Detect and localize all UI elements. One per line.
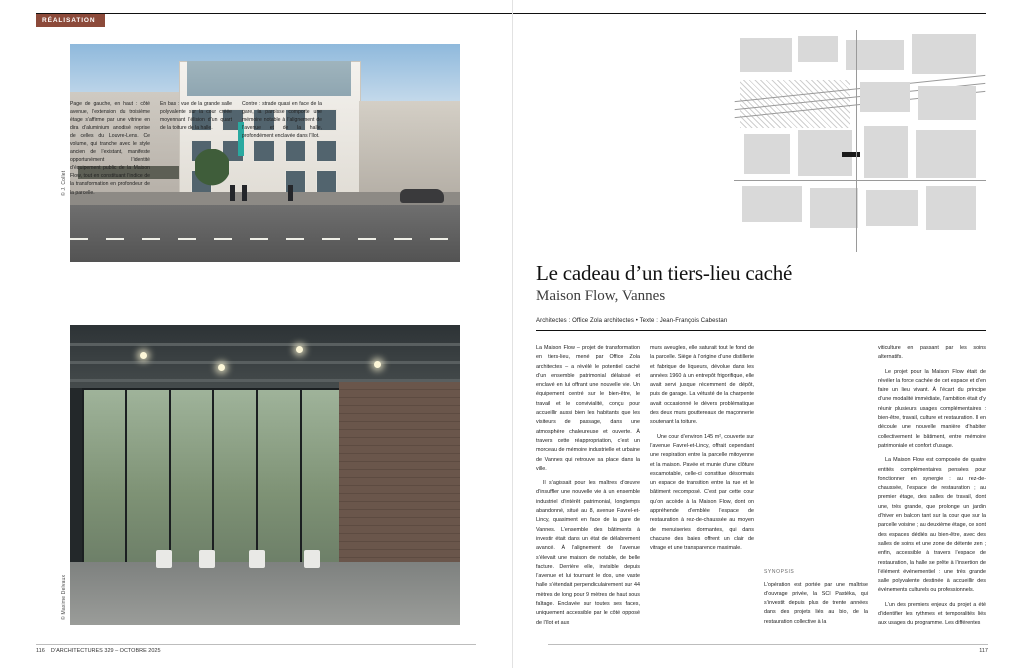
chair — [156, 550, 172, 568]
facade-window — [285, 140, 307, 162]
plan-block — [742, 186, 802, 222]
folio-number-left: 116 — [36, 648, 45, 654]
plan-block — [846, 40, 904, 70]
plan-block — [798, 36, 838, 62]
window-mullion — [125, 390, 127, 564]
site-plan-drawing — [734, 30, 986, 252]
issue-source: D’ARCHITECTURES 329 – OCTOBRE 2025 — [50, 648, 161, 654]
footer-rule-left — [36, 644, 476, 645]
section-rubric: RÉALISATION — [36, 14, 105, 27]
paragraph: Le projet pour la Maison Flow était de révéler la force cachée de cet espace et d’en faire un lieu vivant. À l’écart du principe d’une modalité immédiate, l’ambition était d’y réunir plusieurs usages complémentaires : bien-être, travail, culture et restauration. Il en découle une nouvelle manière d’habiter collectivement le bâtiment, entre mémoire patrimoniale et confort d’usage. — [878, 368, 986, 449]
facade-window — [316, 140, 338, 162]
avenue-roadway — [70, 205, 460, 262]
plan-block — [864, 126, 908, 178]
photo-interior-hall — [70, 325, 460, 625]
folio-left — [36, 648, 161, 654]
plan-block — [918, 86, 976, 120]
chair — [199, 550, 215, 568]
plan-block — [916, 130, 976, 178]
page-gutter — [512, 0, 513, 668]
paragraph: viticulture en passant par les soins alternatifs. — [878, 345, 986, 361]
glazed-courtyard-wall — [82, 388, 343, 566]
paragraph: murs aveugles, elle saturait tout le fond de la parcelle. Siège à l’origine d’une distillerie et fabrique de liqueurs, dévolue dans les années 1960 à un entrepôt frigorifique, elle avait servi jusque récemment de dépôt, puis de garage. La vétusté de la charpente avait occasionné le dévers problématique des deux murs gouttereaux de maçonnerie soutenant la toiture. — [650, 345, 754, 426]
article-credits: Architectes : Office Zola architectes • Texte : Jean-François Cabestan — [536, 318, 728, 324]
header-rule — [36, 13, 986, 14]
chair — [249, 550, 265, 568]
street-line — [734, 180, 986, 181]
photo-credit-street: © J. Collet — [61, 170, 67, 196]
window-mullion — [212, 390, 214, 564]
ceiling-beam — [70, 361, 460, 364]
pedestrian — [288, 185, 293, 201]
folio-right: 117 — [979, 648, 988, 654]
caption-top-left: Page de gauche, en haut : côté avenue, l’extension du troisième étage s’affirme par une vitrine en dira d’aluminium anodisé reprise de celles du Louvre-Lens. Ce volume, qui tranche avec le style ancien de l’existant, manifeste opportunément l’identité d’équipement public de la Maison Flow, tout en constituant l’indice de la transformation en profondeur de la parcelle. — [70, 101, 150, 196]
plan-block — [860, 82, 910, 112]
body-column-2 — [650, 344, 754, 640]
polished-floor — [70, 562, 460, 625]
paragraph: L’un des premiers enjeux du projet a été d’identifier les rythmes et temporalités liés aux usages du programme. Les différentes — [878, 601, 986, 627]
paragraph: La Maison Flow est composée de quatre entités complémentaires pensées pour fonctionner en synergie : au rez-de-chaussée, l’espace de restauration ; au premier étage, des salles de travail, dont une, très grande, que prolonge un jardin d’hiver en balcon tant sur la cour que sur la parcelle voisine ; au deuxième étage, ce sont des espaces dédiés au bien-être, avec des salles de soins et une zone de détente zen ; enfin, accessible à travers l’espace de restauration, la halle se prête à l’insertion de l’élément événementiel : une très grande salle polyvalente destinée à accueillir des événements culturels ou professionnels. — [878, 457, 986, 594]
ceiling-beam — [70, 343, 460, 346]
third-floor-extension — [187, 61, 351, 96]
window-mullion — [300, 390, 302, 564]
paragraph: La Maison Flow – projet de transformation en tiers-lieu, mené par Office Zola architectes – a révélé le potentiel caché d’un ensemble patrimonial délaissé et enclavé en lui offrant une nouvelle vie. Un équipement centré sur le bien-être, le travail et le convivialité, conçu pour accueillir aussi bien les habitants que les visiteurs de passage, dans une atmosphère chaleureuse et ouverte. À travers cette réappropriation, c’est un morceau de mémoire industrielle et urbaine de Vannes qui retrouve sa place dans la ville. — [536, 345, 640, 472]
credits-rule — [536, 330, 986, 331]
page-title: Le cadeau d’un tiers-lieu caché — [536, 261, 793, 285]
body-column-1 — [536, 344, 640, 640]
plan-block — [744, 134, 790, 174]
brick-wall — [339, 382, 460, 565]
pedestrian — [242, 185, 247, 201]
facade-window — [253, 140, 275, 162]
plan-block — [866, 190, 918, 226]
plan-block — [912, 34, 976, 74]
body-column-4 — [878, 344, 986, 640]
rail-yard — [740, 80, 850, 128]
plan-block — [810, 188, 858, 228]
footer-rule-right — [548, 644, 988, 645]
caption-context: Contre : strade quasi en face de la gare, la paroisse comporte une mémoire notable à l’alignement de l’avenue et de la halle, profondément enclavée dans l’îlot. — [242, 101, 322, 140]
chair — [304, 550, 320, 568]
paragraph: L’opération est portée par une maîtrise d’ouvrage privée, la SCI Pastéka, qui s’investit depuis plus de trente années dans des projets liés au bio, de la restauration collective à la — [764, 581, 868, 625]
paragraph: Une cour d’environ 145 m², couverte sur l’avenue Favrel-et-Lincy, offrait cependant une respiration entre la parcelle mitoyenne et la maison. Pavée et munie d’une clôture escamotable, celle-ci constitue désormais un espace de transition entre la rue et le bâtiment recomposé. C’est par cette cour qu’on accède à la Maison Flow, dont on appréhende d’emblée l’espace de restauration à rez-de-chaussée au moyen de menuiseries dormantes, qui dans chacune des baies offrent un clair de vitrage et une transparence maximale. — [650, 433, 754, 552]
body-column-3 — [764, 344, 868, 640]
plan-block — [926, 186, 976, 230]
window-mullion — [256, 390, 258, 564]
road-marking — [70, 238, 460, 240]
synopsis-label: SYNOPSIS — [764, 569, 795, 575]
street-line — [856, 30, 857, 252]
pedestrian — [230, 185, 235, 201]
photo-credit-hall: © Maxime Delvaux — [61, 574, 67, 620]
project-site-marker — [842, 152, 860, 157]
parked-car — [400, 189, 444, 203]
window-mullion — [169, 390, 171, 564]
page-subtitle: Maison Flow, Vannes — [536, 288, 666, 304]
plan-block — [740, 38, 792, 72]
caption-bottom: En bas : vue de la grande salle polyvalente sur la cour créée moyennant l’élision d’un quart de la toiture de la halle. — [160, 101, 232, 132]
paragraph: Il s’agissait pour les maîtres d’œuvre d’insuffler une nouvelle vie à un ensemble industriel d’intérêt patrimonial, longtemps abandonné, situé au 8, avenue Favrel-et-Lincy, quasiment en face de la gare de Vannes. L’ensemble des bâtiments à investir était dans un état de délabrement avancé. À l’alignement de l’avenue s’élevait une maison de notable, de belle facture. Derrière elle, invisible depuis l’avenue et lui tournant le dos, une vaste halle s’étendait perpendiculairement sur 44 mètres de long pour 9 mètres de haut sous faîtage. Enclavée sur toutes ses faces, uniquement accessible par le côté opposé de l’îlot et aux — [536, 480, 640, 626]
